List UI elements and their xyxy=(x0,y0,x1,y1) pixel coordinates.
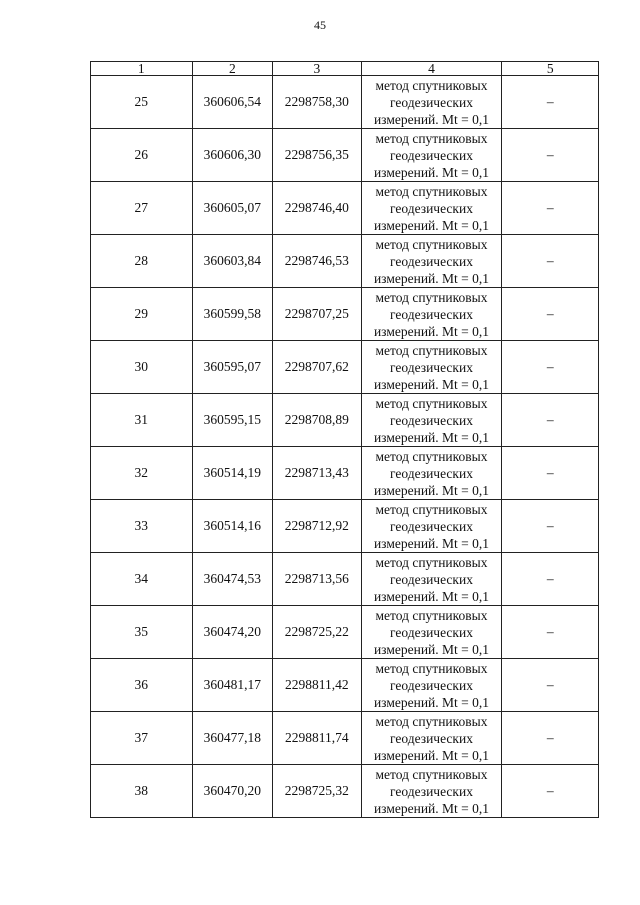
table-row xyxy=(91,606,599,659)
point-number-cell: 29 xyxy=(91,288,193,341)
column-header: 1 xyxy=(91,62,193,76)
method-text-line: измерений. Mt = 0,1 xyxy=(373,270,490,286)
column-5-cell: – xyxy=(502,553,599,606)
method-cell xyxy=(361,500,502,553)
y-coordinate-cell: 2298725,22 xyxy=(273,606,362,659)
point-number-cell: 37 xyxy=(91,712,193,765)
method-text-line: измерений. Mt = 0,1 xyxy=(373,323,490,339)
method-cell xyxy=(361,553,502,606)
method-cell xyxy=(361,288,502,341)
method-text-line: метод спутниковых xyxy=(375,554,488,570)
table-row xyxy=(91,712,599,765)
method-cell xyxy=(361,606,502,659)
point-number-cell: 33 xyxy=(91,500,193,553)
method-text-line: геодезических xyxy=(390,147,473,163)
point-number-cell: 32 xyxy=(91,447,193,500)
y-coordinate-cell: 2298707,25 xyxy=(273,288,362,341)
method-text-line: измерений. Mt = 0,1 xyxy=(373,747,490,763)
method-text-line: метод спутниковых xyxy=(375,766,488,782)
table-row xyxy=(91,500,599,553)
point-number-cell: 28 xyxy=(91,235,193,288)
method-text-line: метод спутниковых xyxy=(375,660,488,676)
table-row xyxy=(91,765,599,818)
method-cell xyxy=(361,129,502,182)
x-coordinate-cell: 360474,20 xyxy=(192,606,272,659)
method-text-line: измерений. Mt = 0,1 xyxy=(373,535,490,551)
y-coordinate-cell: 2298811,74 xyxy=(273,712,362,765)
method-text-line: геодезических xyxy=(390,465,473,481)
method-text-line: метод спутниковых xyxy=(375,607,488,623)
method-text-line: геодезических xyxy=(390,200,473,216)
table-row xyxy=(91,341,599,394)
method-cell xyxy=(361,341,502,394)
method-text-line: измерений. Mt = 0,1 xyxy=(373,217,490,233)
column-header: 3 xyxy=(273,62,362,76)
header-row xyxy=(91,62,599,76)
x-coordinate-cell: 360514,16 xyxy=(192,500,272,553)
method-text-line: измерений. Mt = 0,1 xyxy=(373,376,490,392)
point-number-cell: 26 xyxy=(91,129,193,182)
column-header: 4 xyxy=(361,62,502,76)
method-text-line: измерений. Mt = 0,1 xyxy=(373,164,490,180)
y-coordinate-cell: 2298713,43 xyxy=(273,447,362,500)
method-text-line: метод спутниковых xyxy=(375,713,488,729)
method-cell xyxy=(361,182,502,235)
method-cell xyxy=(361,659,502,712)
y-coordinate-cell: 2298811,42 xyxy=(273,659,362,712)
table-row xyxy=(91,76,599,129)
column-5-cell: – xyxy=(502,129,599,182)
method-cell xyxy=(361,447,502,500)
method-text-line: геодезических xyxy=(390,783,473,799)
column-5-cell: – xyxy=(502,765,599,818)
method-text-line: измерений. Mt = 0,1 xyxy=(373,641,490,657)
method-text-line: метод спутниковых xyxy=(375,342,488,358)
method-text-line: метод спутниковых xyxy=(375,448,488,464)
point-number-cell: 27 xyxy=(91,182,193,235)
y-coordinate-cell: 2298713,56 xyxy=(273,553,362,606)
y-coordinate-cell: 2298708,89 xyxy=(273,394,362,447)
method-text-line: геодезических xyxy=(390,571,473,587)
column-5-cell: – xyxy=(502,606,599,659)
column-5-cell: – xyxy=(502,712,599,765)
method-text-line: геодезических xyxy=(390,412,473,428)
x-coordinate-cell: 360606,30 xyxy=(192,129,272,182)
method-text-line: геодезических xyxy=(390,253,473,269)
column-5-cell: – xyxy=(502,235,599,288)
column-5-cell: – xyxy=(502,394,599,447)
method-text-line: метод спутниковых xyxy=(375,289,488,305)
method-text-line: измерений. Mt = 0,1 xyxy=(373,800,490,816)
column-header: 5 xyxy=(502,62,599,76)
y-coordinate-cell: 2298725,32 xyxy=(273,765,362,818)
table-row xyxy=(91,182,599,235)
table-row xyxy=(91,394,599,447)
x-coordinate-cell: 360595,15 xyxy=(192,394,272,447)
table-row xyxy=(91,553,599,606)
table-body xyxy=(91,76,599,818)
method-text-line: метод спутниковых xyxy=(375,236,488,252)
x-coordinate-cell: 360603,84 xyxy=(192,235,272,288)
y-coordinate-cell: 2298758,30 xyxy=(273,76,362,129)
method-text-line: геодезических xyxy=(390,359,473,375)
column-header: 2 xyxy=(192,62,272,76)
x-coordinate-cell: 360514,19 xyxy=(192,447,272,500)
method-text-line: измерений. Mt = 0,1 xyxy=(373,111,490,127)
x-coordinate-cell: 360481,17 xyxy=(192,659,272,712)
method-text-line: метод спутниковых xyxy=(375,395,488,411)
x-coordinate-cell: 360605,07 xyxy=(192,182,272,235)
method-text-line: метод спутниковых xyxy=(375,501,488,517)
point-number-cell: 35 xyxy=(91,606,193,659)
point-number-cell: 36 xyxy=(91,659,193,712)
y-coordinate-cell: 2298746,40 xyxy=(273,182,362,235)
method-text-line: измерений. Mt = 0,1 xyxy=(373,588,490,604)
method-cell xyxy=(361,394,502,447)
column-5-cell: – xyxy=(502,500,599,553)
column-5-cell: – xyxy=(502,288,599,341)
column-5-cell: – xyxy=(502,659,599,712)
x-coordinate-cell: 360470,20 xyxy=(192,765,272,818)
method-text-line: геодезических xyxy=(390,677,473,693)
method-text-line: метод спутниковых xyxy=(375,77,488,93)
method-text-line: измерений. Mt = 0,1 xyxy=(373,429,490,445)
table-row xyxy=(91,288,599,341)
point-number-cell: 38 xyxy=(91,765,193,818)
method-text-line: измерений. Mt = 0,1 xyxy=(373,694,490,710)
method-text-line: геодезических xyxy=(390,730,473,746)
y-coordinate-cell: 2298712,92 xyxy=(273,500,362,553)
method-text-line: геодезических xyxy=(390,518,473,534)
x-coordinate-cell: 360599,58 xyxy=(192,288,272,341)
y-coordinate-cell: 2298756,35 xyxy=(273,129,362,182)
point-number-cell: 25 xyxy=(91,76,193,129)
column-5-cell: – xyxy=(502,182,599,235)
method-cell xyxy=(361,765,502,818)
point-number-cell: 31 xyxy=(91,394,193,447)
method-text-line: геодезических xyxy=(390,306,473,322)
method-cell xyxy=(361,76,502,129)
point-number-cell: 30 xyxy=(91,341,193,394)
table-row xyxy=(91,129,599,182)
y-coordinate-cell: 2298746,53 xyxy=(273,235,362,288)
table-row xyxy=(91,235,599,288)
method-text-line: геодезических xyxy=(390,624,473,640)
method-text-line: измерений. Mt = 0,1 xyxy=(373,482,490,498)
page-number: 45 xyxy=(314,18,326,32)
x-coordinate-cell: 360474,53 xyxy=(192,553,272,606)
column-5-cell: – xyxy=(502,447,599,500)
table-row xyxy=(91,659,599,712)
y-coordinate-cell: 2298707,62 xyxy=(273,341,362,394)
column-5-cell: – xyxy=(502,76,599,129)
method-cell xyxy=(361,712,502,765)
x-coordinate-cell: 360595,07 xyxy=(192,341,272,394)
x-coordinate-cell: 360606,54 xyxy=(192,76,272,129)
x-coordinate-cell: 360477,18 xyxy=(192,712,272,765)
point-number-cell: 34 xyxy=(91,553,193,606)
coordinates-table xyxy=(90,61,599,818)
method-text-line: метод спутниковых xyxy=(375,183,488,199)
method-text-line: геодезических xyxy=(390,94,473,110)
method-text-line: метод спутниковых xyxy=(375,130,488,146)
table-row xyxy=(91,447,599,500)
column-5-cell: – xyxy=(502,341,599,394)
method-cell xyxy=(361,235,502,288)
